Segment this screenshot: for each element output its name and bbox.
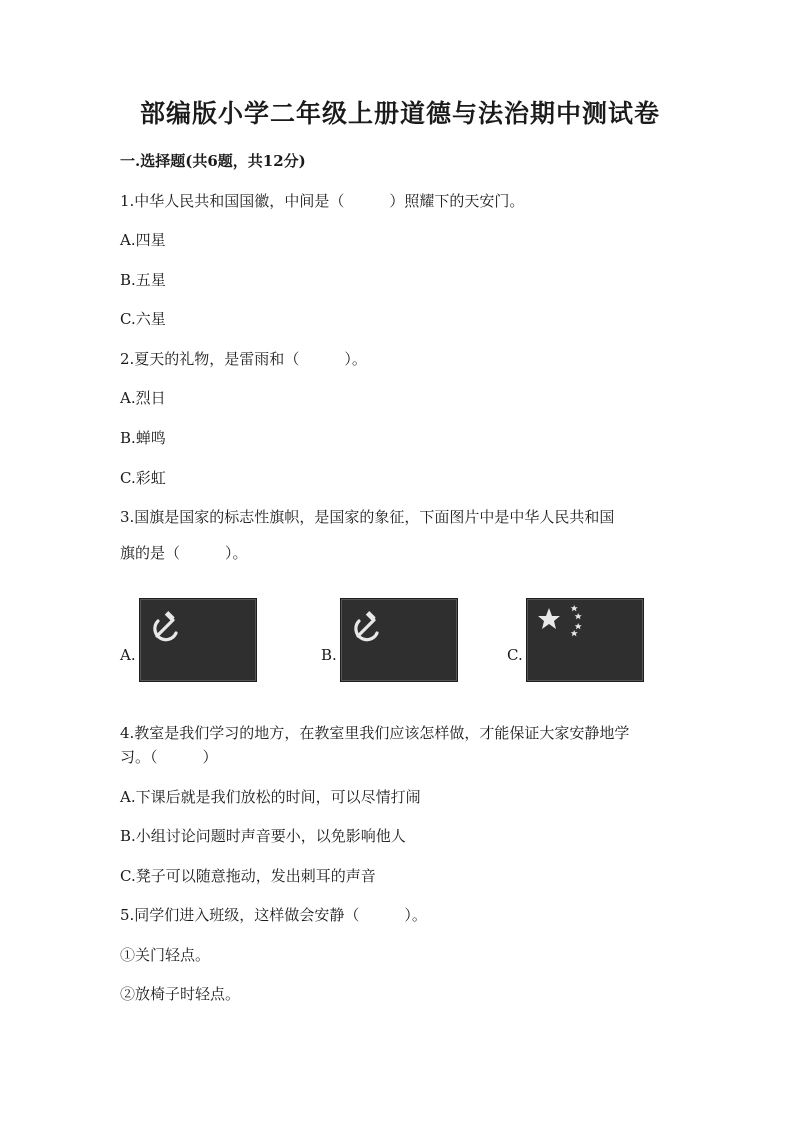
question-3-option-c-label: C.: [507, 646, 523, 664]
question-2-option-b: B.蝉鸣: [120, 429, 166, 447]
question-1-stem: 1.中华人民共和国国徽，中间是（ ）照耀下的天安门。: [120, 192, 525, 210]
question-4-option-c: C.凳子可以随意拖动，发出刺耳的声音: [120, 867, 376, 885]
question-5-stem: 5.同学们进入班级，这样做会安静（ ）。: [120, 906, 427, 924]
hammer-sickle-flag-icon: [340, 598, 458, 682]
page-title: 部编版小学二年级上册道德与法治期中测试卷: [139, 99, 660, 128]
question-3-stem-line1: 3.国旗是国家的标志性旗帜，是国家的象征，下面图片中是中华人民共和国: [120, 508, 615, 526]
question-1-option-b: B.五星: [120, 271, 166, 289]
question-3-option-b-label: B.: [321, 646, 337, 664]
five-star-flag-icon: [526, 598, 644, 682]
question-1-option-a: A.四星: [120, 231, 166, 249]
hammer-sickle-flag-icon: [139, 598, 257, 682]
question-4-option-a: A.下课后就是我们放松的时间，可以尽情打闹: [120, 788, 421, 806]
question-5-item-1: ①关门轻点。: [120, 946, 211, 964]
question-4-option-b: B.小组讨论问题时声音要小，以免影响他人: [120, 827, 406, 845]
question-4-stem-line1: 4.教室是我们学习的地方，在教室里我们应该怎样做，才能保证大家安静地学: [120, 724, 630, 742]
question-2-option-a: A.烈日: [120, 389, 166, 407]
question-2-option-c: C.彩虹: [120, 469, 166, 487]
question-3-option-a-label: A.: [120, 646, 136, 664]
question-4-stem-line2: 习。（ ）: [120, 748, 218, 766]
question-5-item-2: ②放椅子时轻点。: [120, 985, 241, 1003]
question-1-option-c: C.六星: [120, 310, 166, 328]
question-3-stem-line2: 旗的是（ ）。: [120, 544, 248, 562]
section-heading: 一.选择题(共6题，共12分): [120, 152, 306, 170]
question-2-stem: 2.夏天的礼物，是雷雨和（ ）。: [120, 350, 367, 368]
